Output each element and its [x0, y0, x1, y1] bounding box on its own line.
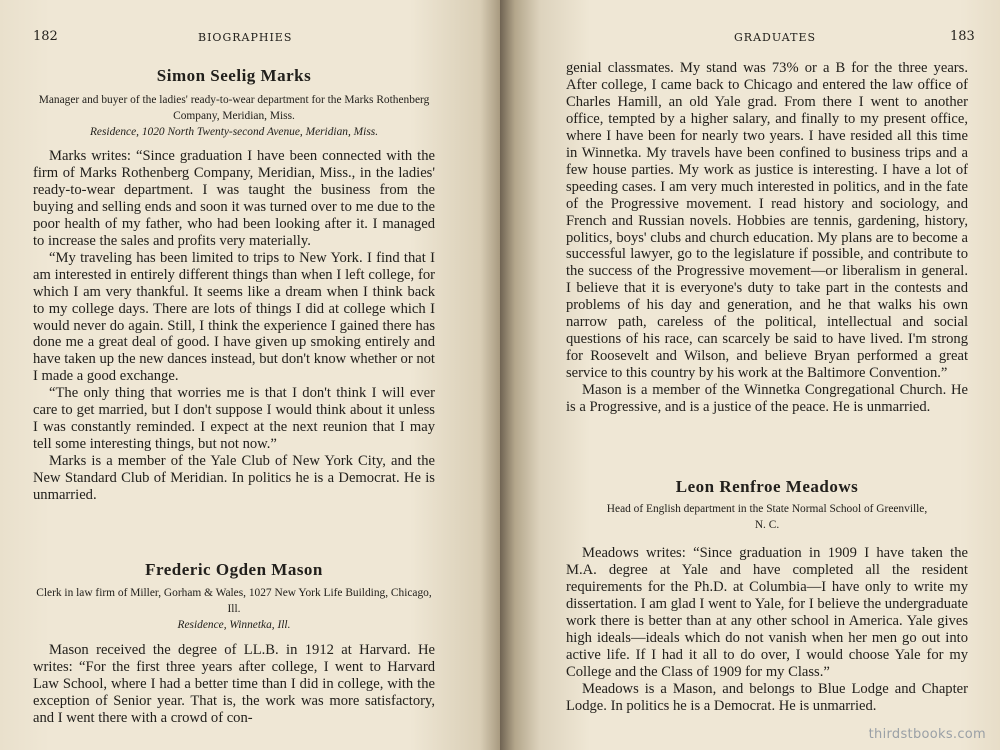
entry-name: Simon Seelig Marks — [156, 66, 312, 85]
paragraph: “My traveling has been limited to trips to New York. I find that I am interested in entirely different things than when I left college, for which I am very thankful. It seems like a dream when I think back to my college days. There are lots of things I did at college which I would never do again. Still, I think the experience I gained there has done me a great deal of good. I have given up smoking entirely and have taken up the new dances instead, but don't know whether or not I made a good exchange. — [33, 249, 435, 385]
paragraph: Marks writes: “Since graduation I have been connected with the firm of Marks Rothenberg Company, Meridian, Miss., in the ladies' ready-to-wear department. I was taught the business from the buying and selling ends and soon it was turned over to me due to the poor health of my father, who had been looking after it. I managed to increase the sales and profits very materially. — [33, 148, 435, 249]
entry-residence: Residence, 1020 North Twenty-second Avenue, Meridian, Miss. — [89, 126, 379, 138]
entry-occupation: Head of English department in the State Normal School of Greenville, N. C. — [606, 503, 928, 531]
paragraph: Mason is a member of the Winnetka Congregational Church. He is a Progressive, and is a justice of the peace. He is unmarried. — [566, 382, 968, 416]
paragraph: Mason received the degree of LL.B. in 1912 at Harvard. He writes: “For the first three years after college, I went to Harvard Law School, where I had a better time than I did in college, with the exception of Senior year. That is, the work was more satisfactory, and I went there with a crowd of con- — [33, 642, 435, 726]
running-head: GRADUATES — [734, 31, 817, 44]
entry-caption — [566, 501, 968, 533]
entry-body — [566, 545, 968, 715]
left-column — [33, 0, 435, 750]
running-head: BIOGRAPHIES — [198, 31, 293, 44]
right-column — [566, 0, 968, 750]
entry-body — [33, 642, 435, 727]
paragraph: Meadows writes: “Since graduation in 1909 I have taken the M.A. degree at Yale and have completed all the resident requirements for the Ph.D. at Columbia—I have only to write my dissertation. I am glad I went to Yale, for I believe the undergraduate work there is better than at any other school in America. Yale gives high ideals—ideals which do not vanish when her men go out into active life. If I had it all to do over, I would choose Yale for my College and the Class of 1909 for my Class.” — [566, 545, 968, 680]
entry-name: Frederic Ogden Mason — [145, 560, 323, 579]
page-number: 183 — [950, 29, 975, 44]
entry-occupation: Manager and buyer of the ladies' ready-to-wear department for the Marks Rothenberg Company, Meridian, Miss. — [38, 94, 430, 122]
entry-name: Leon Renfroe Meadows — [675, 477, 859, 496]
entry-caption — [33, 92, 435, 140]
watermark: thirdstbooks.com — [868, 727, 986, 742]
page-number: 182 — [33, 29, 58, 44]
paragraph: Marks is a member of the Yale Club of New York City, and the New Standard Club of Meridian. In politics he is a Democrat. He is unmarried. — [33, 453, 435, 504]
right-page — [500, 0, 1000, 750]
paragraph: Meadows is a Mason, and belongs to Blue Lodge and Chapter Lodge. In politics he is a Democrat. He is unmarried. — [566, 680, 968, 714]
entry-occupation: Clerk in law firm of Miller, Gorham & Wales, 1027 New York Life Building, Chicago, Ill. — [36, 587, 432, 615]
entry-caption — [33, 585, 435, 633]
paragraph: genial classmates. My stand was 73% or a B for the three years. After college, I came back to Chicago and entered the law office of Charles Hamill, an old Yale grad. From there I went to another office, tempted by a higher salary, and finally to my present office, where I have been for nearly two years. I have resided all this time in Winnetka. My travels have been confined to business trips and a few house parties. My work as justice is interesting. I have a lot of speeding cases. I am very much interested in politics, and in the fate of the Progressive movement. I read history and sociology, and French and Russian novels. Hobbies are tennis, gardening, history, politics, boys' clubs and church education. My plans are to become a successful lawyer, go to the legislature if possible, and contribute to the success of the Progressive movement—or liberalism in general. I believe that it is everyone's duty to take part in the contests and problems of his day and generation, and he that walks his own narrow path, careless of the political, intellectual and social questions of his race, can scarcely be said to have lived. I'm strong for Roosevelt and Wilson, and believe Bryan performed a great service to this country by his work at the Baltimore Convention.” — [566, 60, 968, 382]
paragraph: “The only thing that worries me is that I don't think I will ever care to get married, but I don't suppose I would think about it unless I was constantly reminded. I expect at the next reunion that I may tell some interesting things, but not now.” — [33, 385, 435, 453]
entry-body — [33, 148, 435, 504]
continued-body — [566, 60, 968, 416]
entry-residence: Residence, Winnetka, Ill. — [177, 619, 291, 631]
